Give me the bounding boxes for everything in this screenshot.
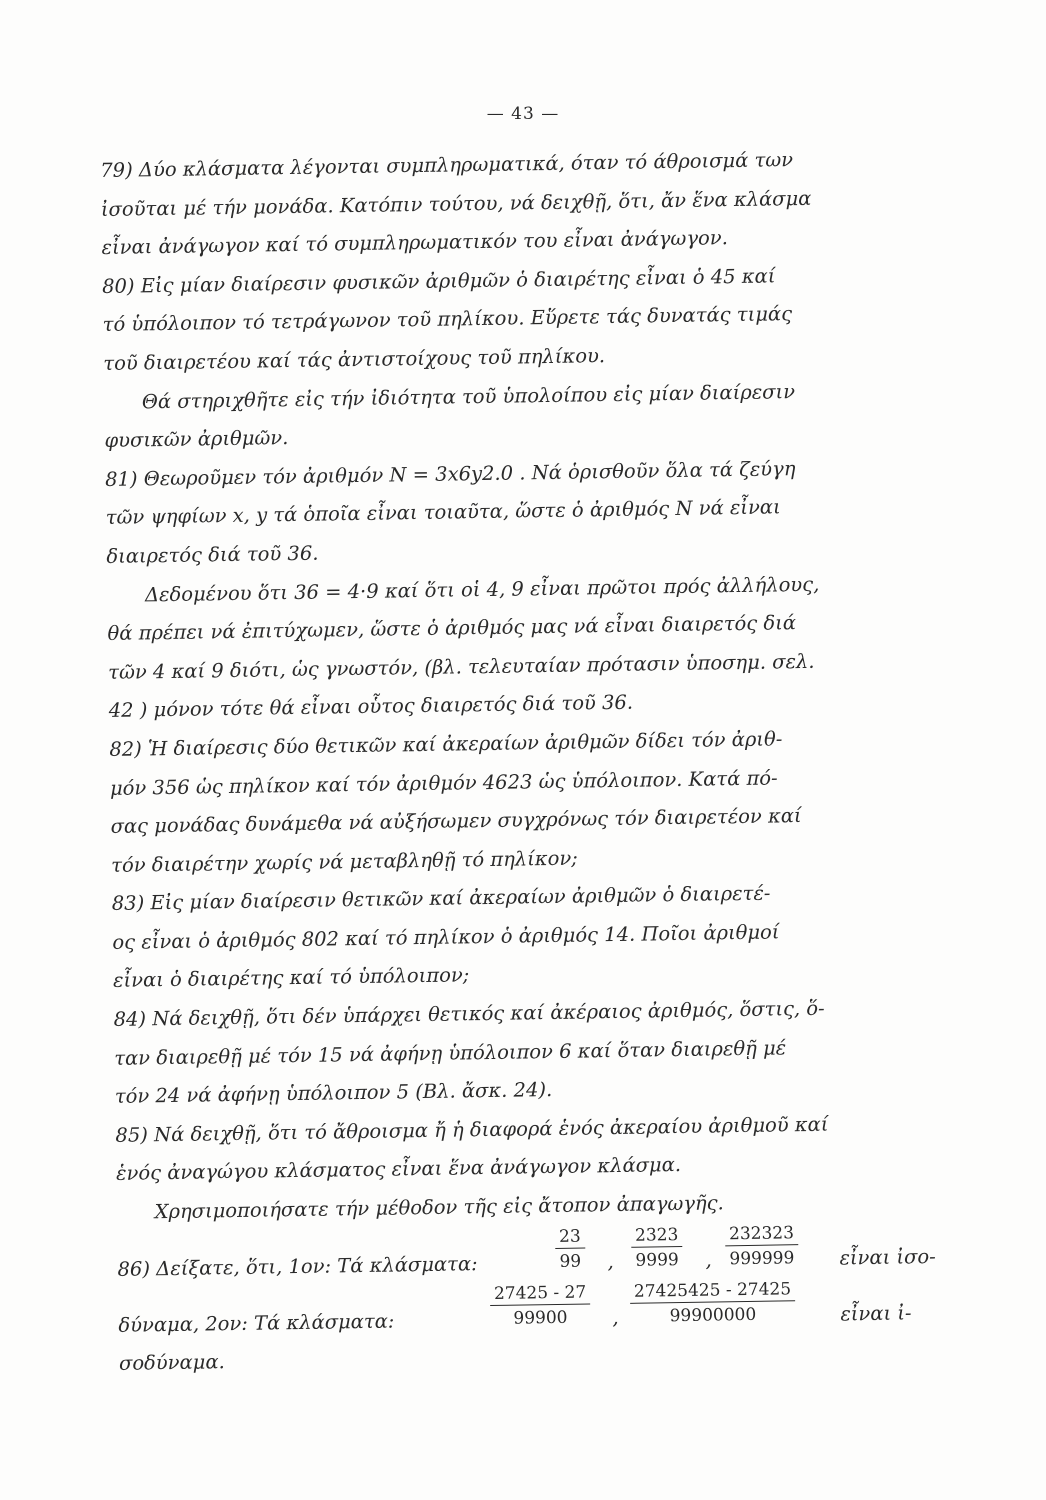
hint-line-ex81-1: Δεδομένου ὅτι 36 = 4·9 καί ὅτι οἱ 4, 9 εἶναι πρῶτοι πρός ἀλλήλους, <box>144 572 820 606</box>
text-line-ex79-2: ἰσοῦται μέ τήν μονάδα. Κατόπιν τούτου, νά δειχθῇ, ὅτι, ἄν ἕνα κλάσμα <box>100 186 812 221</box>
text-line-ex83-2: ος εἶναι ὁ ἀριθμός 802 καί τό πηλίκον ὁ ἀριθμός 14. Ποῖοι ἀριθμοί <box>112 920 780 954</box>
fraction-27425425-minus-27425-over-99900000 <box>630 1278 796 1328</box>
ex86-row2-suffix: εἶναι ἰ- <box>840 1301 912 1326</box>
text-line-ex79-1: 79) Δύο κλάσματα λέγονται συμπληρωματικά, όταν τό άθροισμά των <box>100 148 794 182</box>
text-line-ex82-4: τόν διαιρέτην χωρίς νά μεταβληθῇ τό πηλίκον; <box>111 846 578 877</box>
hint-line-ex81-4: 42 ) μόνον τότε θά εἶναι οὗτος διαιρετός διά τοῦ 36. <box>108 691 634 723</box>
fraction-232323-999999 <box>725 1222 799 1270</box>
hint-line-ex81-2: θά πρέπει νά ἐπιτύχωμεν, ὥστε ὁ ἀριθμός μας νά εἶναι διαιρετός διά <box>107 611 797 646</box>
exercise-text <box>100 139 949 1383</box>
fraction-27425-minus-27-over-99900 <box>490 1281 591 1330</box>
text-line-ex82-3: σας μονάδας δυνάμεθα νά αὐξήσωμεν συγχρόνως τόν διαιρετέον καί <box>110 804 802 839</box>
text-line-ex84-3: τόν 24 νά ἀφήνῃ ὑπόλοιπον 5 (Βλ. ἄσκ. 24). <box>114 1078 553 1109</box>
hint-line-ex81-3: τῶν 4 καί 9 διότι, ὡς γνωστόν, (βλ. τελευταίαν πρότασιν ὑποσημ. σελ. <box>107 649 815 684</box>
text-line-ex82-1: 82) Ἡ διαίρεσις δύο θετικῶν καί ἀκεραίων ἀριθμῶν δίδει τόν ἀριθ- <box>109 727 783 761</box>
fraction-separator: , <box>612 1305 619 1329</box>
fraction-numerator: 232323 <box>725 1222 798 1246</box>
text-line-ex85-2: ἑνός ἀναγώγου κλάσματος εἶναι ἕνα ἀνάγωγον κλάσμα. <box>115 1153 682 1186</box>
fraction-numerator: 23 <box>555 1225 585 1248</box>
hint-line-ex80-2: φυσικῶν ἀριθμῶν. <box>104 426 289 453</box>
text-line-ex83-1: 83) Εἰς μίαν διαίρεσιν θετικῶν καί ἀκεραίων ἀριθμῶν ὁ διαιρετέ- <box>111 881 771 916</box>
text-line-ex80-3: τοῦ διαιρετέου καί τάς ἀντιστοίχους τοῦ πηλίκου. <box>103 344 606 375</box>
text-line-ex80-1: 80) Εἰς μίαν διαίρεσιν φυσικῶν ἀριθμῶν ὁ διαιρέτης εἶναι ὁ 45 καί <box>101 264 776 298</box>
fraction-denominator: 999999 <box>729 1247 795 1269</box>
fraction-denominator: 99 <box>559 1251 582 1272</box>
fraction-2323-9999 <box>631 1224 683 1272</box>
text-line-ex81-3: διαιρετός διά τοῦ 36. <box>106 541 319 568</box>
text-line-ex83-3: εἶναι ὁ διαιρέτης καί τό ὑπόλοιπον; <box>112 963 470 993</box>
text-line-ex84-2: ταν διαιρεθῇ μέ τόν 15 νά ἀφήνῃ ὑπόλοιπον 6 καί ὅταν διαιρεθῇ μέ <box>114 1035 787 1070</box>
text-line-ex86-last: σοδύναμα. <box>118 1349 225 1375</box>
ex86-row1-suffix: εἶναι ἰσο- <box>839 1244 936 1270</box>
fraction-separator: , <box>607 1249 614 1273</box>
hint-line-ex80-1: Θά στηριχθῆτε εἰς τήν ἰδιότητα τοῦ ὑπολοίπου εἰς μίαν διαίρεσιν <box>141 379 796 413</box>
fraction-denominator: 99900000 <box>669 1304 757 1326</box>
fraction-numerator: 27425425 - 27425 <box>630 1278 796 1304</box>
text-line-ex79-3: εἶναι ἀνάγωγον καί τό συμπληρωματικόν του εἶναι ἀνάγωγον. <box>101 226 728 260</box>
text-line-ex81-1: 81) Θεωροῦμεν τόν ἀριθμόν N = 3x6y2.0 . Νά ὁρισθοῦν ὅλα τά ζεύγη <box>104 456 796 491</box>
page-number: — 43 — <box>486 104 560 124</box>
fraction-denominator: 99900 <box>513 1307 568 1329</box>
text-line-ex84-1: 84) Νά δειχθῇ, ὅτι δέν ὑπάρχει θετικός καί ἀκέραιος ἀριθμός, ὅστις, ὅ- <box>113 996 825 1031</box>
ex86-row1-prefix: 86) Δείξατε, ὅτι, 1ον: Τά κλάσματα: <box>117 1251 478 1281</box>
fraction-23-99 <box>555 1225 585 1272</box>
text-line-ex80-2: τό ὑπόλοιπον τό τετράγωνον τοῦ πηλίκου. Εὕρετε τάς δυνατάς τιμάς <box>102 302 793 337</box>
text-line-ex81-2: τῶν ψηφίων x, y τά ὁποῖα εἶναι τοιαῦτα, ὥστε ὁ ἀριθμός N νά εἶναι <box>105 495 781 530</box>
text-line-ex82-2: μόν 356 ὡς πηλίκον καί τόν ἀριθμόν 4623 ὡς ὑπόλοιπον. Κατά πό- <box>109 765 778 800</box>
hint-line-ex85: Χρησιμοποιήσατε τήν μέθοδον τῆς εἰς ἄτοπον ἀπαγωγῆς. <box>154 1191 724 1224</box>
fraction-denominator: 9999 <box>635 1249 679 1271</box>
ex86-row2-prefix: δύναμα, 2ον: Τά κλάσματα: <box>118 1309 395 1337</box>
fraction-separator: , <box>705 1248 712 1272</box>
text-line-ex85-1: 85) Νά δειχθῇ, ὅτι τό ἄθροισμα ἤ ἡ διαφορά ἑνός ἀκεραίου ἀριθμοῦ καί <box>115 1112 829 1147</box>
fraction-numerator: 2323 <box>631 1224 683 1248</box>
fraction-numerator: 27425 - 27 <box>490 1281 591 1306</box>
